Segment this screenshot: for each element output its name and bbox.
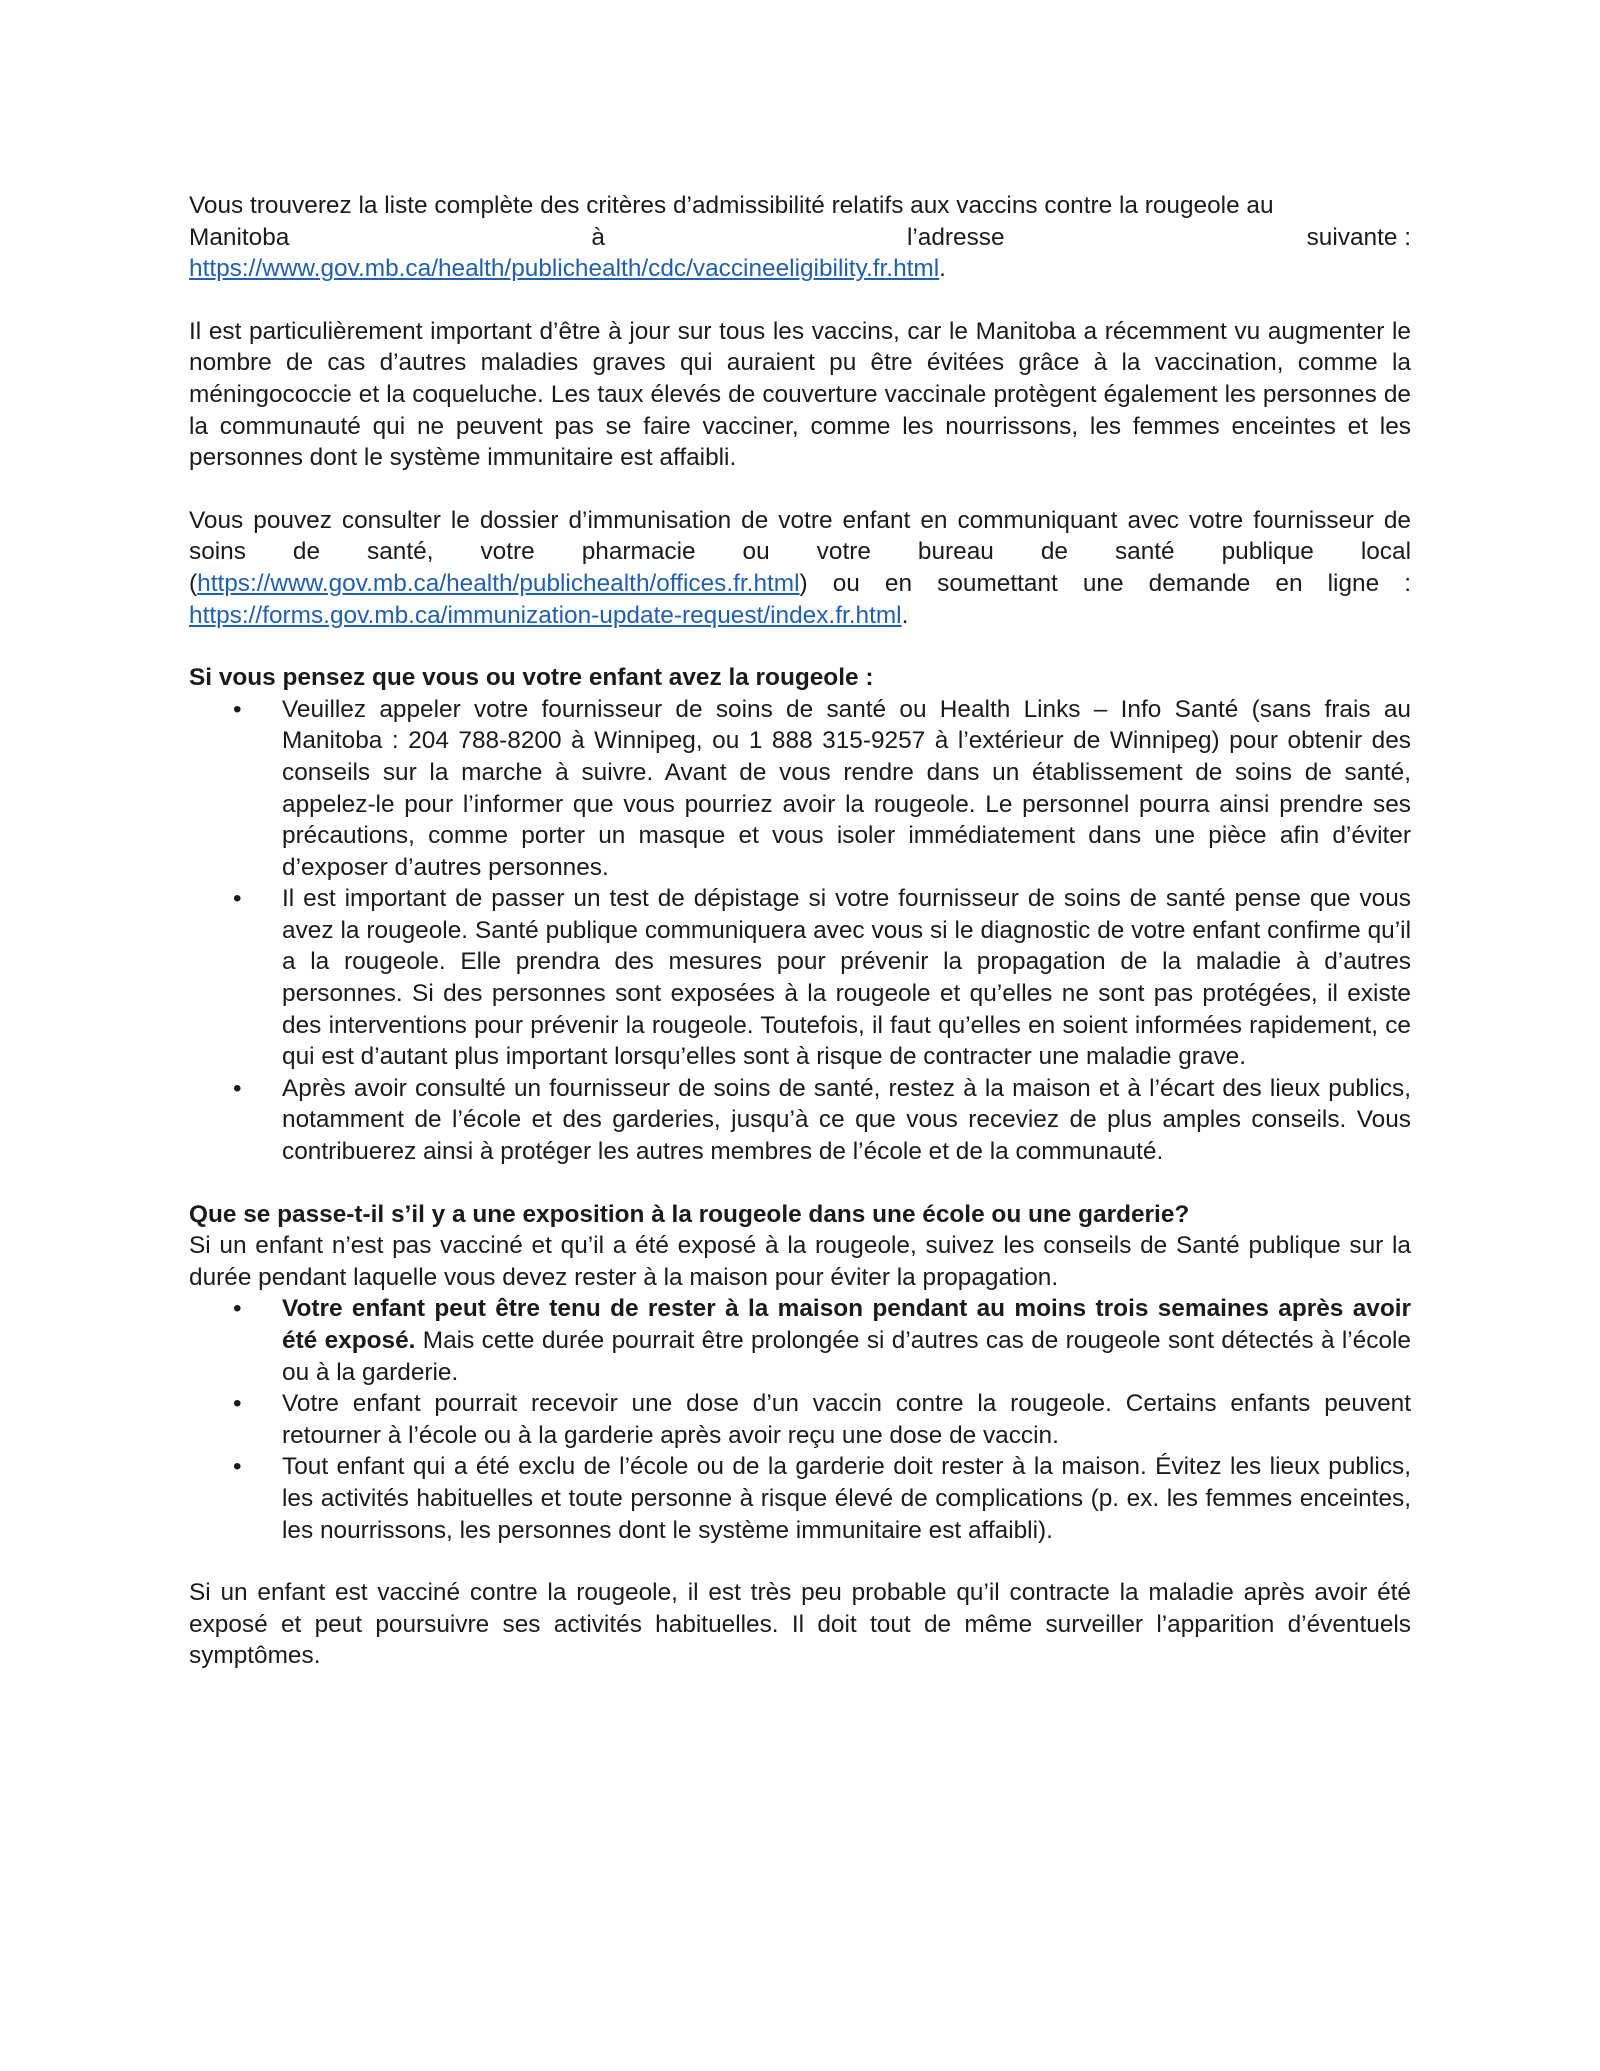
immunization-update-request-link[interactable]: https://forms.gov.mb.ca/immunization-update-request/index.fr.html bbox=[189, 601, 902, 629]
section-heading-if-measles: Si vous pensez que vous ou votre enfant avez la rougeole : bbox=[189, 664, 874, 692]
word: suivante : bbox=[1306, 223, 1411, 251]
list-item-text: Après avoir consulté un fournisseur de soins de santé, restez à la maison et à l’écart des lieux publics, notamment de l’école et des garderies, jusqu’à ce que vous receviez de plus amples conseils. Vous contribuerez ainsi à protéger les autres membres de l’école et de la communauté. bbox=[282, 1074, 1411, 1166]
eligibility-text-line1: Vous trouverez la liste complète des critères d’admissibilité relatifs aux vaccins contre la rougeole au bbox=[189, 192, 1274, 219]
public-health-offices-link[interactable]: https://www.gov.mb.ca/health/publichealth/offices.fr.html bbox=[197, 569, 800, 597]
eligibility-text-line2 bbox=[189, 222, 1411, 254]
immunization-record-paragraph bbox=[189, 505, 1411, 631]
list-item-text: Votre enfant pourrait recevoir une dose d’un vaccin contre la rougeole. Certains enfants peuvent retourner à l’école ou à la garderie après avoir reçu une dose de vaccin. bbox=[282, 1390, 1411, 1449]
punctuation: . bbox=[901, 601, 909, 629]
vaccination-importance-paragraph: Il est particulièrement important d’être à jour sur tous les vaccins, car le Manitoba a récemment vu augmenter le nombre de cas d’autres maladies graves qui auraient pu être évitées grâce à la vaccination, comme la méningococcie et la coqueluche. Les taux élevés de couverture vaccinale protègent également les personnes de la communauté qui ne peuvent pas se faire vacciner, comme les nourrissons, les femmes enceintes et les personnes dont le système immunitaire est affaibli. bbox=[189, 317, 1411, 472]
word: à bbox=[591, 223, 605, 251]
immunization-text-mid: ) ou en soumettant une demande en ligne : bbox=[799, 569, 1411, 597]
list-item-text: Il est important de passer un test de dépistage si votre fournisseur de soins de santé pense que vous avez la rougeole. Santé publique communiquera avec vous si le diagnostic de votre enfant confirme qu’il a la rougeole. Elle prendra des mesures pour prévenir la propagation de la maladie à d’autres personnes. Si des personnes sont exposées à la rougeole et qu’elles ne sont pas protégées, il existe des interventions pour prévenir la rougeole. Toutefois, il faut qu’elles en soient informées rapidement, ce qui est d’autant plus important lorsqu’elles sont à risque de contracter une maladie grave. bbox=[282, 885, 1411, 1071]
punctuation: . bbox=[939, 255, 946, 283]
list-item bbox=[189, 1451, 1411, 1546]
bullet-icon: • bbox=[233, 1295, 242, 1323]
vaccinated-child-paragraph: Si un enfant est vacciné contre la rougeole, il est très peu probable qu’il contracte la maladie après avoir été exposé et peut poursuivre ses activités habituelles. Il doit tout de même surveiller l’apparition d’éventuels symptômes. bbox=[189, 1579, 1411, 1670]
document-page bbox=[189, 190, 1411, 1672]
list-item bbox=[189, 883, 1411, 1073]
bullet-icon: • bbox=[233, 885, 242, 913]
list-item bbox=[189, 694, 1411, 884]
section-heading-school-exposure: Que se passe-t-il s’il y a une exposition à la rougeole dans une école ou une garderie? bbox=[189, 1200, 1190, 1228]
list-item bbox=[189, 1388, 1411, 1451]
list-item-text: Veuillez appeler votre fournisseur de soins de santé ou Health Links – Info Santé (sans frais au Manitoba : 204 788-8200 à Winnipeg, ou 1 888 315-9257 à l’extérieur de Winnipeg) pour obtenir des conseils sur la marche à suivre. Avant de vous rendre dans un établissement de soins de santé, appelez-le pour l’informer que vous pourriez avoir la rougeole. Le personnel pourra ainsi prendre ses précautions, comme porter un masque et vous isoler immédiatement dans une pièce afin d’éviter d’exposer d’autres personnes. bbox=[282, 695, 1411, 881]
list-item-bold-text: Votre enfant peut être tenu de rester à la maison pendant au moins trois semaines après avoir été exposé. bbox=[282, 1295, 1411, 1354]
list-item-text: Tout enfant qui a été exclu de l’école ou de la garderie doit rester à la maison. Évitez les lieux publics, les activités habituelles et toute personne à risque élevé de complications (p. ex. les femmes enceintes, les nourrissons, les personnes dont le système immunitaire est affaibli). bbox=[282, 1453, 1411, 1544]
list-item bbox=[189, 1293, 1411, 1388]
if-measles-bullet-list bbox=[189, 694, 1411, 1168]
bullet-icon: • bbox=[233, 1390, 242, 1418]
word: Manitoba bbox=[189, 223, 290, 251]
exposure-bullet-list bbox=[189, 1293, 1411, 1546]
bullet-icon: • bbox=[233, 695, 242, 723]
list-item bbox=[189, 1073, 1411, 1168]
list-item-text: Mais cette durée pourrait être prolongée si d’autres cas de rougeole sont détectés à l’école ou à la garderie. bbox=[282, 1327, 1411, 1386]
exposure-intro-paragraph: Si un enfant n’est pas vacciné et qu’il a été exposé à la rougeole, suivez les conseils de Santé publique sur la durée pendant laquelle vous devez rester à la maison pour éviter la propagation. bbox=[189, 1232, 1411, 1291]
vaccine-eligibility-link[interactable]: https://www.gov.mb.ca/health/publichealth/cdc/vaccineeligibility.fr.html bbox=[189, 255, 940, 283]
immunization-text-start: Vous pouvez consulter le dossier d’immunisation de votre enfant en communiquant avec votre fournisseur de soins de santé, votre pharmacie ou votre bureau de santé publique local ( bbox=[189, 506, 1411, 597]
eligibility-paragraph bbox=[189, 190, 1411, 285]
bullet-icon: • bbox=[233, 1074, 242, 1102]
bullet-icon: • bbox=[233, 1453, 242, 1481]
word: l’adresse bbox=[906, 223, 1005, 251]
